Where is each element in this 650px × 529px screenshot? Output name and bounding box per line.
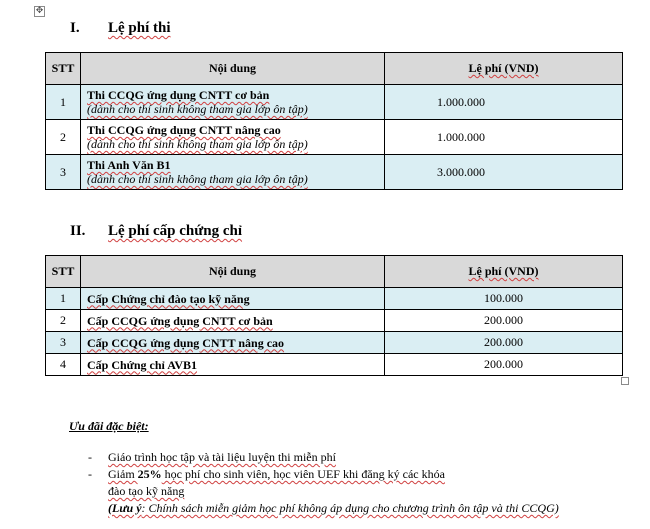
row-note: (dành cho thí sinh không tham gia lớp ôn tập) (87, 172, 308, 186)
row-name: Cấp CCQG ứng dụng CNTT cơ bản (87, 313, 273, 328)
discount-percent: 25% (137, 467, 162, 481)
offers-title: Ưu đãi đặc biệt: (69, 419, 149, 433)
list-dash: - (88, 467, 92, 481)
header-stt: STT (46, 53, 81, 85)
row-stt: 2 (46, 120, 81, 155)
section-1-number: I. (70, 20, 80, 36)
table-header-row (46, 53, 623, 85)
row-fee: 200.000 (385, 310, 623, 332)
table-row (46, 288, 623, 310)
header-fee (385, 53, 623, 85)
row-note: (dành cho thí sinh không tham gia lớp ôn tập) (87, 102, 308, 116)
table-row (46, 310, 623, 332)
row-fee: 200.000 (385, 354, 623, 376)
row-stt: 3 (46, 155, 81, 190)
row-fee: 200.000 (385, 332, 623, 354)
header-stt: STT (46, 256, 81, 288)
section-2-title: Lệ phí cấp chứng chỉ (108, 223, 243, 239)
note-text: : Chính sách miễn giảm học phí không áp dụng cho chương trình ôn tập và thi CCQG) (141, 501, 559, 515)
table-row (46, 332, 623, 354)
row-name: Cấp Chứng chỉ đào tạo kỹ năng (87, 291, 250, 306)
header-fee (385, 256, 623, 288)
row-name: Thi CCQG ứng dụng CNTT cơ bản (87, 88, 270, 102)
table-row (46, 120, 623, 155)
row-content (81, 288, 385, 310)
resize-handle-icon[interactable] (621, 377, 629, 385)
row-fee: 1.000.000 (385, 85, 623, 120)
row-fee: 3.000.000 (385, 155, 623, 190)
note-label: (Lưu ý (108, 501, 142, 515)
row-name: Cấp CCQG ứng dụng CNTT nâng cao (87, 335, 285, 350)
row-name: Cấp Chứng chỉ AVB1 (87, 357, 198, 372)
row-content (81, 310, 385, 332)
list-item-text: Giáo trình học tập và tài liệu luyện thi miễn phí (108, 450, 336, 464)
row-content (81, 155, 385, 190)
list-dash: - (88, 450, 92, 464)
table-row (46, 354, 623, 376)
list-item-text-line2: đào tạo kỹ năng (108, 484, 185, 498)
section-1-title: Lệ phí thi (108, 20, 171, 36)
row-stt: 2 (46, 310, 81, 332)
table-header-row (46, 256, 623, 288)
row-content (81, 354, 385, 376)
header-fee-label: Lệ phí (VND) (468, 264, 539, 278)
section-2-heading (70, 223, 242, 240)
row-name: Thi CCQG ứng dụng CNTT nâng cao (87, 123, 281, 137)
list-item-text-post: học phí cho sinh viên, học viên UEF khi đăng ký các khóa (161, 467, 445, 481)
row-stt: 3 (46, 332, 81, 354)
list-item (88, 466, 559, 517)
row-stt: 4 (46, 354, 81, 376)
section-1-heading (70, 20, 171, 37)
table-row (46, 85, 623, 120)
table-row (46, 155, 623, 190)
section-2-number: II. (70, 223, 86, 239)
row-fee: 1.000.000 (385, 120, 623, 155)
row-note: (dành cho thí sinh không tham gia lớp ôn tập) (87, 137, 308, 151)
move-handle-icon[interactable]: ✥ (35, 6, 44, 16)
header-content: Nội dung (81, 256, 385, 288)
header-content: Nội dung (81, 53, 385, 85)
row-name: Thi Anh Văn B1 (87, 158, 171, 172)
row-stt: 1 (46, 288, 81, 310)
list-item (88, 449, 559, 466)
offers-list (88, 449, 559, 517)
row-stt: 1 (46, 85, 81, 120)
row-content (81, 120, 385, 155)
row-content (81, 332, 385, 354)
header-fee-label: Lệ phí (VND) (468, 61, 539, 75)
row-content (81, 85, 385, 120)
list-item-text-pre: Giảm (108, 467, 138, 481)
certificate-fee-table (45, 255, 623, 376)
row-fee: 100.000 (385, 288, 623, 310)
exam-fee-table (45, 52, 623, 190)
